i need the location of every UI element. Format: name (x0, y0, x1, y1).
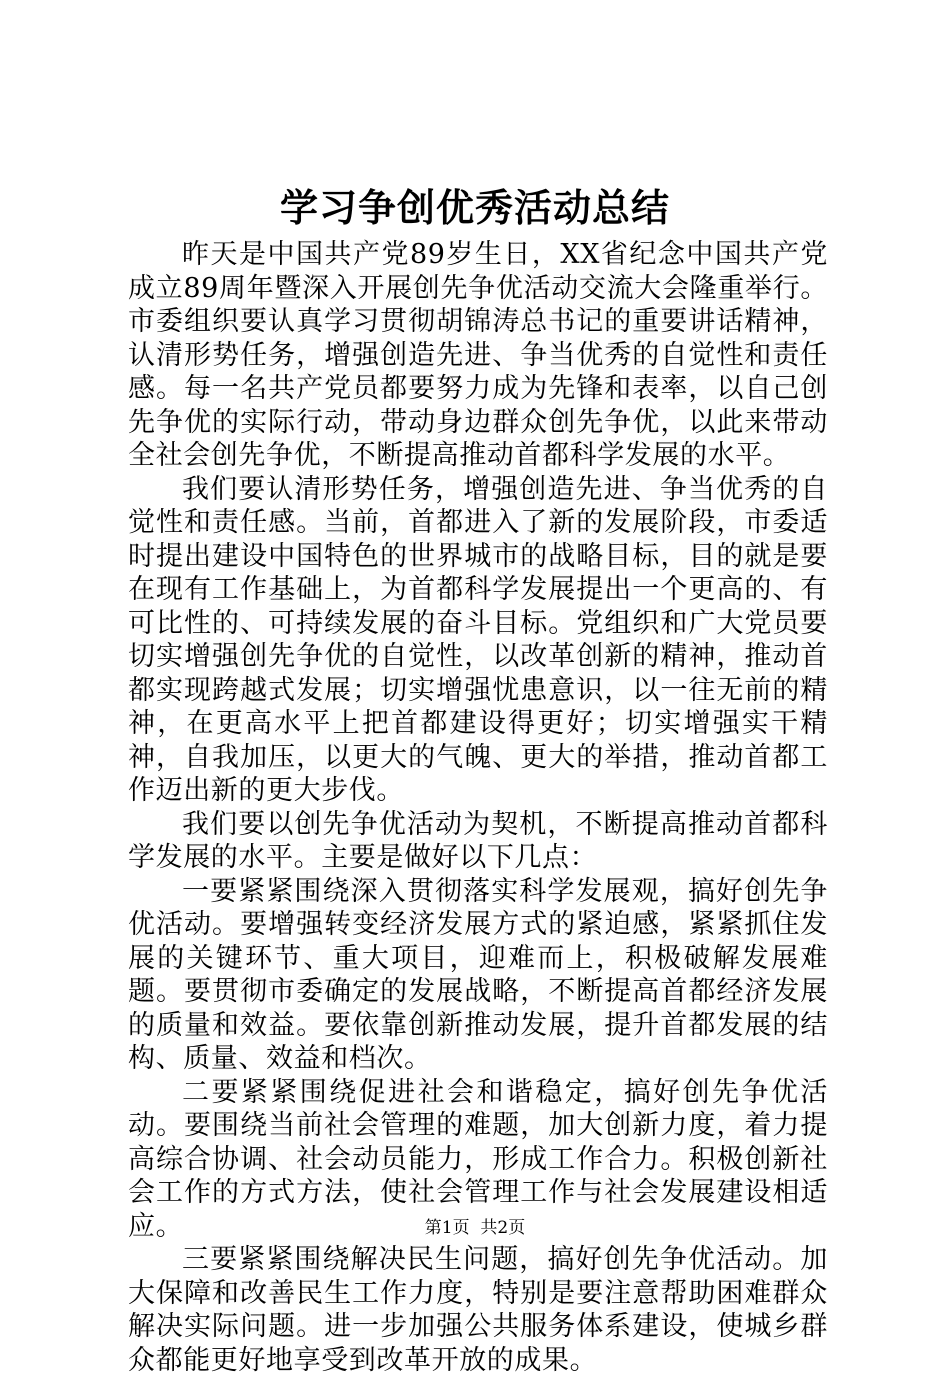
paragraph-1: 昨天是中国共产党89岁生日，XX省纪念中国共产党成立89周年暨深入开展创先争优活动交流大会隆重举行。市委组织要认真学习贯彻胡锦涛总书记的重要讲话精神，认清形势任务，增强创造先进、争当优秀的自觉性和责任感。每一名共产党员都要努力成为先锋和表率，以自己创先争优的实际行动，带动身边群众创先争优，以此来带动全社会创先争优，不断提高推动首都科学发展的水平。 (128, 239, 828, 471)
paragraph-5: 二要紧紧围绕促进社会和谐稳定，搞好创先争优活动。要围绕当前社会管理的难题，加大创新力度，着力提高综合协调、社会动员能力，形成工作合力。积极创新社会工作的方式方法，使社会管理工作与社会发展建设相适应。 (128, 1076, 828, 1242)
document-title: 学习争创优秀活动总结 (279, 185, 670, 230)
paragraph-2: 我们要认清形势任务，增强创造先进、争当优秀的自觉性和责任感。当前，首都进入了新的发展阶段，市委适时提出建设中国特色的世界城市的战略目标，目的就是要在现有工作基础上，为首都科学发展提出一个更高的、有可比性的、可持续发展的奋斗目标。党组织和广大党员要切实增强创先争优的自觉性，以改革创新的精神，推动首都实现跨越式发展；切实增强忧患意识，以一往无前的精神，在更高水平上把首都建设得更好；切实增强实干精神，自我加压，以更大的气魄、更大的举措，推动首都工作迈出新的更大步伐。 (128, 473, 828, 806)
page-number: 第1页 (424, 1218, 470, 1238)
page-footer (0, 1216, 950, 1240)
paragraph-4: 一要紧紧围绕深入贯彻落实科学发展观，搞好创先争优活动。要增强转变经济发展方式的紧迫感，紧紧抓住发展的关键环节、重大项目，迎难而上，积极破解发展难题。要贯彻市委确定的发展战略，不断提高首都经济发展的质量和效益。要依靠创新推动发展，提升首都发展的结构、质量、效益和档次。 (128, 875, 828, 1074)
document-body (128, 238, 828, 1377)
paragraph-6: 三要紧紧围绕解决民生问题，搞好创先争优活动。加大保障和改善民生工作力度，特别是要注意帮助困难群众解决实际问题。进一步加强公共服务体系建设，使城乡群众都能更好地享受到改革开放的成果。 (128, 1244, 828, 1376)
paragraph-3: 我们要以创先争优活动为契机，不断提高推动首都科学发展的水平。主要是做好以下几点： (128, 808, 828, 873)
page-total: 共2页 (480, 1218, 526, 1238)
